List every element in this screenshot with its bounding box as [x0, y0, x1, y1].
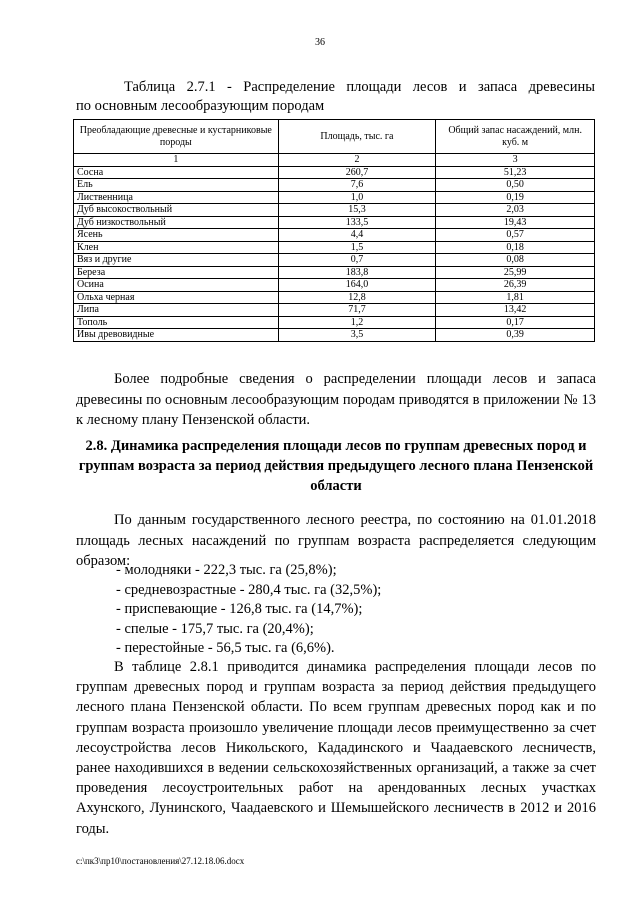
age-groups-list [116, 561, 596, 659]
table-row [74, 216, 595, 229]
cell-species: Тополь [74, 316, 279, 329]
cell-stock: 0,57 [436, 229, 595, 242]
table-caption-line2: по основным лесообразующим породам [76, 98, 325, 114]
cell-area: 260,7 [278, 166, 436, 179]
cell-area: 0,7 [278, 254, 436, 267]
cell-stock: 51,23 [436, 166, 595, 179]
cell-species: Ель [74, 179, 279, 192]
table-row [74, 291, 595, 304]
cell-species: Береза [74, 266, 279, 279]
cell-stock: 19,43 [436, 216, 595, 229]
list-item: - молодняки - 222,3 тыс. га (25,8%); [116, 562, 337, 578]
table-row [74, 329, 595, 342]
cell-stock: 2,03 [436, 204, 595, 217]
cell-species: Липа [74, 304, 279, 317]
list-item: - спелые - 175,7 тыс. га (20,4%); [116, 620, 314, 637]
cell-stock: 0,17 [436, 316, 595, 329]
cell-stock: 0,19 [436, 191, 595, 204]
cell-area: 1,0 [278, 191, 436, 204]
table-row [74, 279, 595, 292]
cell-area: 71,7 [278, 304, 436, 317]
cell-species: Ивы древовидные [74, 329, 279, 342]
cell-stock: 0,08 [436, 254, 595, 267]
cell-area: 7,6 [278, 179, 436, 192]
table-row [74, 241, 595, 254]
cell-stock: 0,39 [436, 329, 595, 342]
cell-area: 183,8 [278, 266, 436, 279]
table-row [74, 266, 595, 279]
header-area: Площадь, тыс. га [278, 120, 436, 154]
cell-area: 15,3 [278, 204, 436, 217]
cell-species: Дуб высокоствольный [74, 204, 279, 217]
cell-species: Сосна [74, 166, 279, 179]
table-row [74, 166, 595, 179]
cell-species: Ясень [74, 229, 279, 242]
cell-area: 4,4 [278, 229, 436, 242]
cell-stock: 26,39 [436, 279, 595, 292]
table-row [74, 204, 595, 217]
cell-area: 164,0 [278, 279, 436, 292]
paragraph-appendix-reference: Более подробные сведения о распределении площади лесов и запаса древесины по основным лесообразующим породам приводятся в приложении № 13 к лесному плану Пензенской области. [76, 371, 596, 428]
cell-area: 133,5 [278, 216, 436, 229]
header-species: Преобладающие древесные и кустарниковые породы [74, 120, 279, 154]
cell-species: Вяз и другие [74, 254, 279, 267]
column-number-1: 1 [74, 154, 279, 167]
list-item: - средневозрастные - 280,4 тыс. га (32,5%); [116, 581, 382, 598]
cell-stock: 0,18 [436, 241, 595, 254]
cell-species: Клен [74, 241, 279, 254]
table-row [74, 229, 595, 242]
cell-species: Ольха черная [74, 291, 279, 304]
section-heading: 2.8. Динамика распределения площади лесов по группам древесных пород и группам возраста за период действия предыдущего лесного плана Пензенской области [78, 438, 594, 494]
list-item: - перестойные - 56,5 тыс. га (6,6%). [116, 640, 335, 656]
paragraph-age-groups-intro: По данным государственного лесного реестра, по состоянию на 01.01.2018 площадь лесных насаждений по группам возраста распределяется следующим образом: [76, 512, 596, 569]
table-row [74, 191, 595, 204]
cell-stock: 13,42 [436, 304, 595, 317]
cell-area: 1,5 [278, 241, 436, 254]
list-item: - приспевающие - 126,8 тыс. га (14,7%); [116, 601, 363, 617]
cell-area: 1,2 [278, 316, 436, 329]
cell-area: 12,8 [278, 291, 436, 304]
table-row [74, 304, 595, 317]
cell-species: Дуб низкоствольный [74, 216, 279, 229]
cell-species: Осина [74, 279, 279, 292]
cell-stock: 1,81 [436, 291, 595, 304]
cell-stock: 0,50 [436, 179, 595, 192]
column-number-2: 2 [278, 154, 436, 167]
cell-species: Лиственница [74, 191, 279, 204]
cell-stock: 25,99 [436, 266, 595, 279]
table-row [74, 254, 595, 267]
column-number-3: 3 [436, 154, 595, 167]
table-row [74, 179, 595, 192]
page-number: 36 [315, 37, 325, 48]
table-caption [76, 78, 595, 116]
header-stock: Общий запас насаждений, млн. куб. м [436, 120, 595, 154]
table-caption-line1: Таблица 2.7.1 - Распределение площади лесов и запаса древесины [124, 79, 595, 95]
species-distribution-table [73, 119, 595, 342]
table-row [74, 316, 595, 329]
footer-file-path: c:\пк3\пр10\постановления\27.12.18.06.docx [76, 856, 245, 866]
cell-area: 3,5 [278, 329, 436, 342]
paragraph-dynamics: В таблице 2.8.1 приводится динамика распределения площади лесов по группам древесных пород и группам возраста за период действия предыдущего лесного плана Пензенской области. По всем группам древесных пород как и по группам возраста произошло увеличение площади лесов преимущественно за счет лесоустройства лесов Никольского, Кададинского и Чаадаевского лесничеств, ранее находившихся в ведении сельскохозяйственных организаций, а также за счет проведения лесоустроительных работ на арендованных лесных участках Ахунского, Лунинского, Чаадаевского и Шемышейского лесничеств в 2012 и 2016 годы. [76, 659, 596, 837]
